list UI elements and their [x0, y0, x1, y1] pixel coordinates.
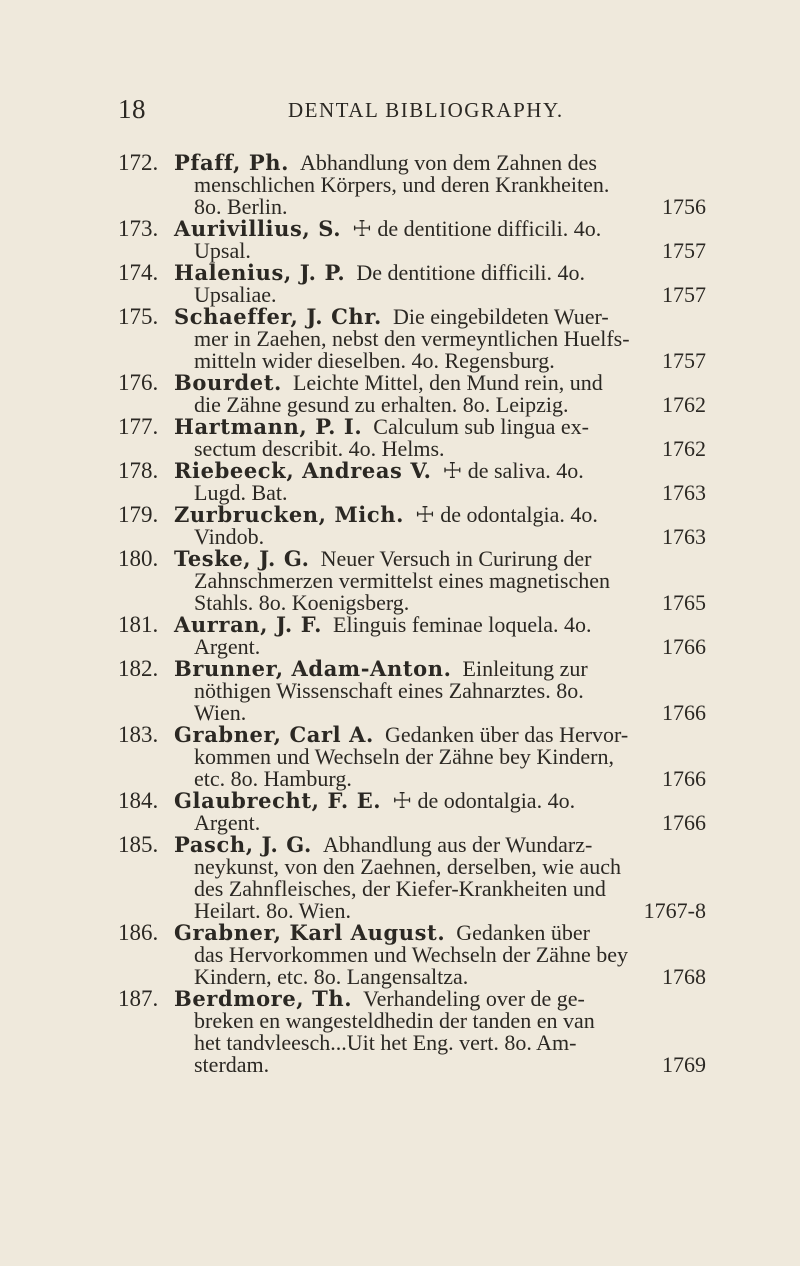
entry-body — [174, 922, 706, 988]
entry-number: 185. — [118, 832, 159, 857]
entry-author: Grabner, Karl August. — [174, 920, 446, 945]
bibliography-entry — [0, 460, 800, 504]
entry-line — [174, 504, 706, 526]
entry-text: Abhandlung von dem Zahnen des — [300, 150, 597, 175]
bibliography-entry — [0, 658, 800, 724]
entry-year: 1763 — [662, 480, 706, 505]
entry-line — [174, 262, 706, 284]
entry-body — [174, 548, 706, 614]
entry-body — [174, 152, 706, 218]
entry-text: Argent. — [194, 634, 261, 659]
entry-line — [174, 746, 706, 768]
entry-text: Lugd. Bat. — [194, 480, 288, 505]
entry-line — [174, 900, 706, 922]
entry-line — [174, 636, 706, 658]
entry-line — [174, 526, 706, 548]
bibliography-entry — [0, 614, 800, 658]
bibliography-entry — [0, 306, 800, 372]
entry-text: het tandvleesch...Uit het Eng. vert. 8o. Am- — [194, 1030, 577, 1055]
entry-line — [174, 328, 706, 350]
entry-number: 177. — [118, 414, 159, 439]
entry-number: 186. — [118, 920, 159, 945]
bibliography-entry — [0, 724, 800, 790]
entry-text: neykunst, von den Zaehnen, derselben, wie auch — [194, 854, 622, 879]
entry-author: Brunner, Adam-Anton. — [174, 656, 452, 681]
entry-year: 1763 — [662, 524, 706, 549]
entry-text: Einleitung zur — [462, 656, 588, 681]
entry-line — [174, 614, 706, 636]
entry-text: 8o. Berlin. — [194, 194, 288, 219]
entry-body — [174, 614, 706, 658]
entry-line — [174, 944, 706, 966]
entry-text: Upsal. — [194, 238, 251, 263]
entry-number: 180. — [118, 546, 159, 571]
entry-body — [174, 460, 706, 504]
entry-author: Aurivillius, S. — [174, 216, 342, 241]
entry-line — [174, 1032, 706, 1054]
entry-text: Die eingebildeten Wuer- — [392, 304, 609, 329]
running-title: DENTAL BIBLIOGRAPHY. — [288, 98, 564, 122]
bibliography-entry — [0, 372, 800, 416]
entry-year: 1762 — [662, 436, 706, 461]
entry-author: Teske, J. G. — [174, 546, 310, 571]
entry-text: Calculum sub lingua ex- — [373, 414, 589, 439]
entry-text: nöthigen Wissenschaft eines Zahnarztes. 8o. — [194, 678, 584, 703]
entry-line — [174, 438, 706, 460]
entry-line — [174, 306, 706, 328]
entry-number: 173. — [118, 216, 159, 241]
entry-line — [174, 724, 706, 746]
entry-body — [174, 504, 706, 548]
entry-body — [174, 988, 706, 1076]
entry-number: 181. — [118, 612, 159, 637]
entry-text: ☩ de odontalgia. 4o. — [392, 788, 576, 813]
bibliography-entry — [0, 834, 800, 922]
bibliography-entry — [0, 416, 800, 460]
entry-line — [174, 592, 706, 614]
bibliography-entry — [0, 262, 800, 306]
entry-text: kommen und Wechseln der Zähne bey Kindern, — [194, 744, 614, 769]
entry-year: 1756 — [662, 194, 706, 219]
entry-line — [174, 218, 706, 240]
entry-author: Berdmore, Th. — [174, 986, 353, 1011]
entry-line — [174, 702, 706, 724]
bibliography-entry — [0, 988, 800, 1076]
entry-number: 179. — [118, 502, 159, 527]
entry-text: ☩ de dentitione difficili. 4o. — [352, 216, 602, 241]
entry-line — [174, 372, 706, 394]
entry-body — [174, 372, 706, 416]
entry-line — [174, 416, 706, 438]
entry-text: des Zahnfleisches, der Kiefer-Krankheiten und — [194, 876, 606, 901]
entry-year: 1766 — [662, 766, 706, 791]
entry-line — [174, 570, 706, 592]
entry-line — [174, 1010, 706, 1032]
entry-body — [174, 262, 706, 306]
entry-text: das Hervorkommen und Wechseln der Zähne bey — [194, 942, 629, 967]
entry-number: 184. — [118, 788, 159, 813]
entry-year: 1766 — [662, 700, 706, 725]
entry-line — [174, 482, 706, 504]
entry-text: De dentitione difficili. 4o. — [356, 260, 586, 285]
entry-year: 1766 — [662, 634, 706, 659]
entry-author: Pasch, J. G. — [174, 832, 312, 857]
entry-body — [174, 218, 706, 262]
entry-line — [174, 878, 706, 900]
entry-body — [174, 834, 706, 922]
entry-text: Argent. — [194, 810, 261, 835]
entry-text: Kindern, etc. 8o. Langensaltza. — [194, 964, 469, 989]
entry-text: Neuer Versuch in Curirung der — [320, 546, 592, 571]
entry-year: 1766 — [662, 810, 706, 835]
entry-text: Vindob. — [194, 524, 265, 549]
entry-text: mitteln wider dieselben. 4o. Regensburg. — [194, 348, 555, 373]
entry-number: 175. — [118, 304, 159, 329]
entry-text: Gedanken über — [456, 920, 591, 945]
entry-line — [174, 152, 706, 174]
entry-line — [174, 768, 706, 790]
entry-number: 183. — [118, 722, 159, 747]
entry-line — [174, 350, 706, 372]
entry-line — [174, 922, 706, 944]
bibliography-entry — [0, 152, 800, 218]
entry-line — [174, 196, 706, 218]
entry-year: 1757 — [662, 238, 706, 263]
entry-text: Verhandeling over de ge- — [363, 986, 585, 1011]
entry-text: sterdam. — [194, 1052, 270, 1077]
bibliography-entry — [0, 922, 800, 988]
entry-body — [174, 306, 706, 372]
entry-year: 1769 — [662, 1052, 706, 1077]
entry-author: Aurran, J. F. — [174, 612, 323, 637]
entry-line — [174, 460, 706, 482]
entry-text: mer in Zaehen, nebst den vermeyntlichen Huelfs- — [194, 326, 630, 351]
entry-body — [174, 658, 706, 724]
entry-year: 1757 — [662, 348, 706, 373]
bibliography-entries — [0, 152, 800, 1076]
entry-line — [174, 658, 706, 680]
entry-line — [174, 284, 706, 306]
entry-year: 1762 — [662, 392, 706, 417]
entry-text: sectum describit. 4o. Helms. — [194, 436, 445, 461]
entry-text: ☩ de saliva. 4o. — [442, 458, 584, 483]
bibliography-entry — [0, 790, 800, 834]
entry-author: Zurbrucken, Mich. — [174, 502, 405, 527]
entry-year: 1757 — [662, 282, 706, 307]
page-number: 18 — [118, 94, 146, 124]
entry-text: Gedanken über das Hervor- — [384, 722, 629, 747]
entry-number: 187. — [118, 986, 159, 1011]
entry-text: Upsaliae. — [194, 282, 277, 307]
entry-author: Pfaff, Ph. — [174, 150, 290, 175]
entry-line — [174, 834, 706, 856]
entry-author: Schaeffer, J. Chr. — [174, 304, 382, 329]
entry-line — [174, 240, 706, 262]
entry-year: 1768 — [662, 964, 706, 989]
entry-text: Zahnschmerzen vermittelst eines magnetischen — [194, 568, 611, 593]
entry-line — [174, 548, 706, 570]
entry-text: menschlichen Körpers, und deren Krankheiten. — [194, 172, 610, 197]
entry-line — [174, 394, 706, 416]
entry-number: 172. — [118, 150, 159, 175]
entry-number: 178. — [118, 458, 159, 483]
entry-line — [174, 812, 706, 834]
entry-line — [174, 856, 706, 878]
entry-text: Elinguis feminae loquela. 4o. — [333, 612, 592, 637]
entry-text: Heilart. 8o. Wien. — [194, 898, 351, 923]
entry-number: 182. — [118, 656, 159, 681]
entry-author: Grabner, Carl A. — [174, 722, 374, 747]
bibliography-entry — [0, 218, 800, 262]
entry-number: 176. — [118, 370, 159, 395]
entry-text: Abhandlung aus der Wundarz- — [322, 832, 593, 857]
entry-text: ☩ de odontalgia. 4o. — [415, 502, 598, 527]
entry-year: 1765 — [662, 590, 706, 615]
entry-line — [174, 988, 706, 1010]
entry-line — [174, 966, 706, 988]
entry-author: Bourdet. — [174, 370, 282, 395]
entry-author: Hartmann, P. I. — [174, 414, 363, 439]
entry-author: Riebeeck, Andreas V. — [174, 458, 432, 483]
entry-body — [174, 790, 706, 834]
entry-number: 174. — [118, 260, 159, 285]
entry-line — [174, 1054, 706, 1076]
entry-year: 1767-8 — [643, 898, 706, 923]
entry-text: etc. 8o. Hamburg. — [194, 766, 352, 791]
entry-author: Halenius, J. P. — [174, 260, 346, 285]
entry-text: breken en wangesteldhedin der tanden en van — [194, 1008, 595, 1033]
entry-text: Wien. — [194, 700, 247, 725]
page-header — [118, 94, 718, 128]
bibliography-entry — [0, 548, 800, 614]
entry-text: die Zähne gesund zu erhalten. 8o. Leipzig. — [194, 392, 569, 417]
entry-body — [174, 724, 706, 790]
entry-text: Leichte Mittel, den Mund rein, und — [292, 370, 603, 395]
entry-line — [174, 790, 706, 812]
entry-line — [174, 174, 706, 196]
entry-line — [174, 680, 706, 702]
bibliography-entry — [0, 504, 800, 548]
entry-author: Glaubrecht, F. E. — [174, 788, 382, 813]
entry-body — [174, 416, 706, 460]
entry-text: Stahls. 8o. Koenigsberg. — [194, 590, 410, 615]
